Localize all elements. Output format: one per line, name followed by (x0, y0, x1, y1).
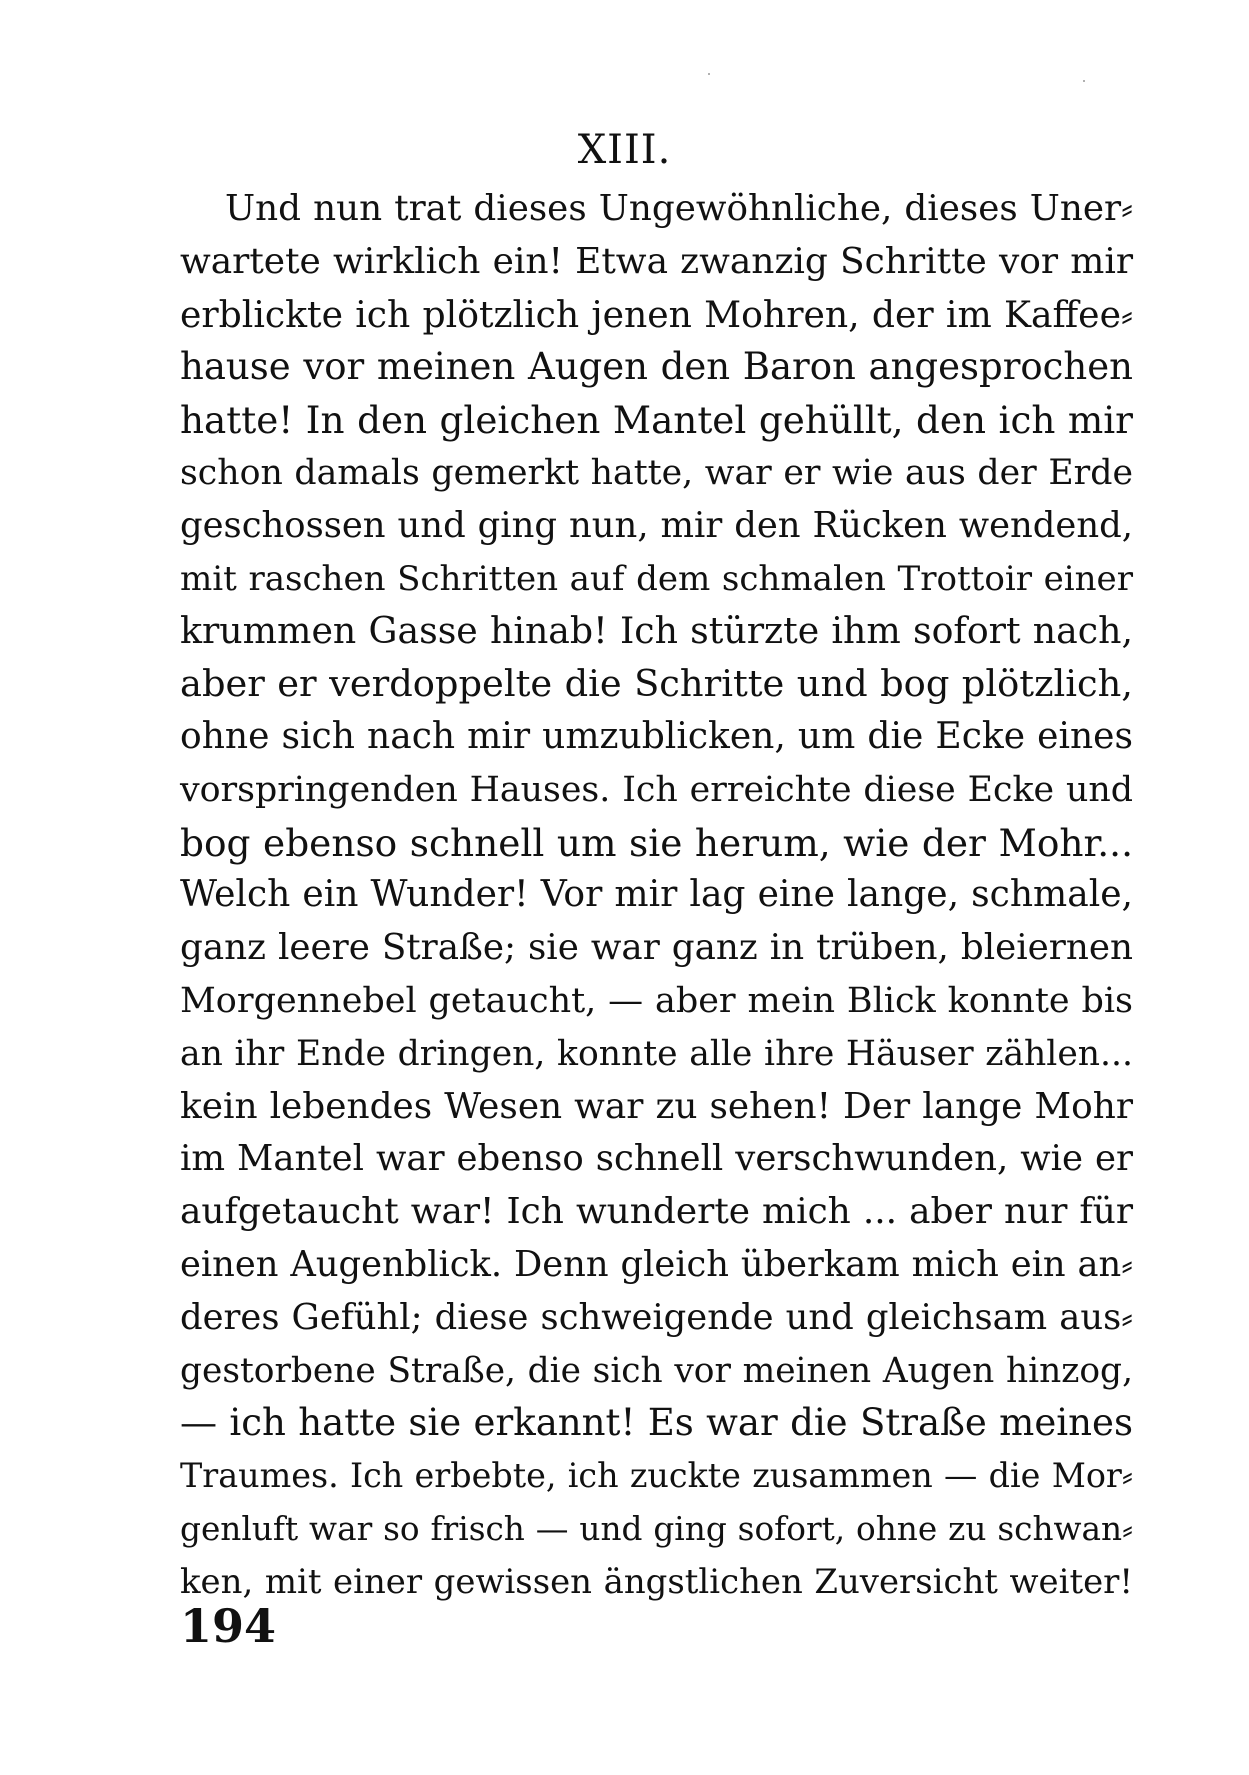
text-line: gestorbene Straße, die sich vor meinen Augen hinzog, (180, 1350, 1133, 1391)
text-line: wartete wirklich ein! Etwa zwanzig Schritte vor mir (180, 240, 1133, 282)
text-line: ganz leere Straße; sie war ganz in trüben, bleiernen (180, 927, 1133, 969)
text-line: an ihr Ende dringen, konnte alle ihre Häuser zählen... (180, 1033, 1133, 1074)
text-line: Traumes. Ich erbebte, ich zuckte zusammen — die Mor⸗ (180, 1456, 1133, 1496)
text-line: Und nun trat dieses Ungewöhnliche, dieses Uner⸗ (225, 188, 1133, 229)
scan-speck (1083, 80, 1085, 82)
chapter-heading: XIII. (577, 127, 672, 173)
text-line: aufgetaucht war! Ich wunderte mich ... aber nur für (180, 1191, 1133, 1233)
text-line: hause vor meinen Augen den Baron angesprochen (180, 345, 1133, 389)
text-line: genluft war so frisch — und ging sofort, ohne zu schwan⸗ (180, 1509, 1133, 1548)
text-line: im Mantel war ebenso schnell verschwunden, wie er (180, 1138, 1133, 1180)
text-line: kein lebendes Wesen war zu sehen! Der lange Mohr (180, 1085, 1133, 1127)
text-line: geschossen und ging nun, mir den Rücken wendend, (180, 504, 1133, 546)
scan-speck (708, 73, 710, 75)
text-line: ken, mit einer gewissen ängstlichen Zuversicht weiter! (180, 1561, 1133, 1601)
text-line: bog ebenso schnell um sie herum, wie der Mohr... (180, 820, 1133, 865)
text-line: vorspringenden Hauses. Ich erreichte diese Ecke und (180, 769, 1133, 810)
text-line: Welch ein Wunder! Vor mir lag eine lange, schmale, (180, 874, 1133, 916)
text-line: — ich hatte sie erkannt! Es war die Straße meines (180, 1401, 1133, 1445)
text-line: mit raschen Schritten auf dem schmalen Trottoir einer (180, 558, 1133, 599)
text-line: aber er verdoppelte die Schritte und bog plötzlich, (180, 662, 1133, 706)
text-line: erblickte ich plötzlich jenen Mohren, der im Kaffee⸗ (180, 292, 1133, 336)
page-number: 194 (180, 1599, 277, 1653)
text-line: schon damals gemerkt hatte, war er wie aus der Erde (180, 452, 1133, 493)
text-line: krummen Gasse hinab! Ich stürzte ihm sofort nach, (180, 609, 1133, 653)
text-line: einen Augenblick. Denn gleich überkam mich ein an⸗ (180, 1243, 1133, 1285)
text-line: ohne sich nach mir umzublicken, um die Ecke eines (180, 715, 1133, 757)
text-line: deres Gefühl; diese schweigende und gleichsam aus⸗ (180, 1296, 1133, 1338)
text-line: hatte! In den gleichen Mantel gehüllt, den ich mir (180, 398, 1133, 443)
text-line: Morgennebel getaucht, — aber mein Blick konnte bis (180, 980, 1133, 1021)
body-text (180, 183, 1133, 1609)
